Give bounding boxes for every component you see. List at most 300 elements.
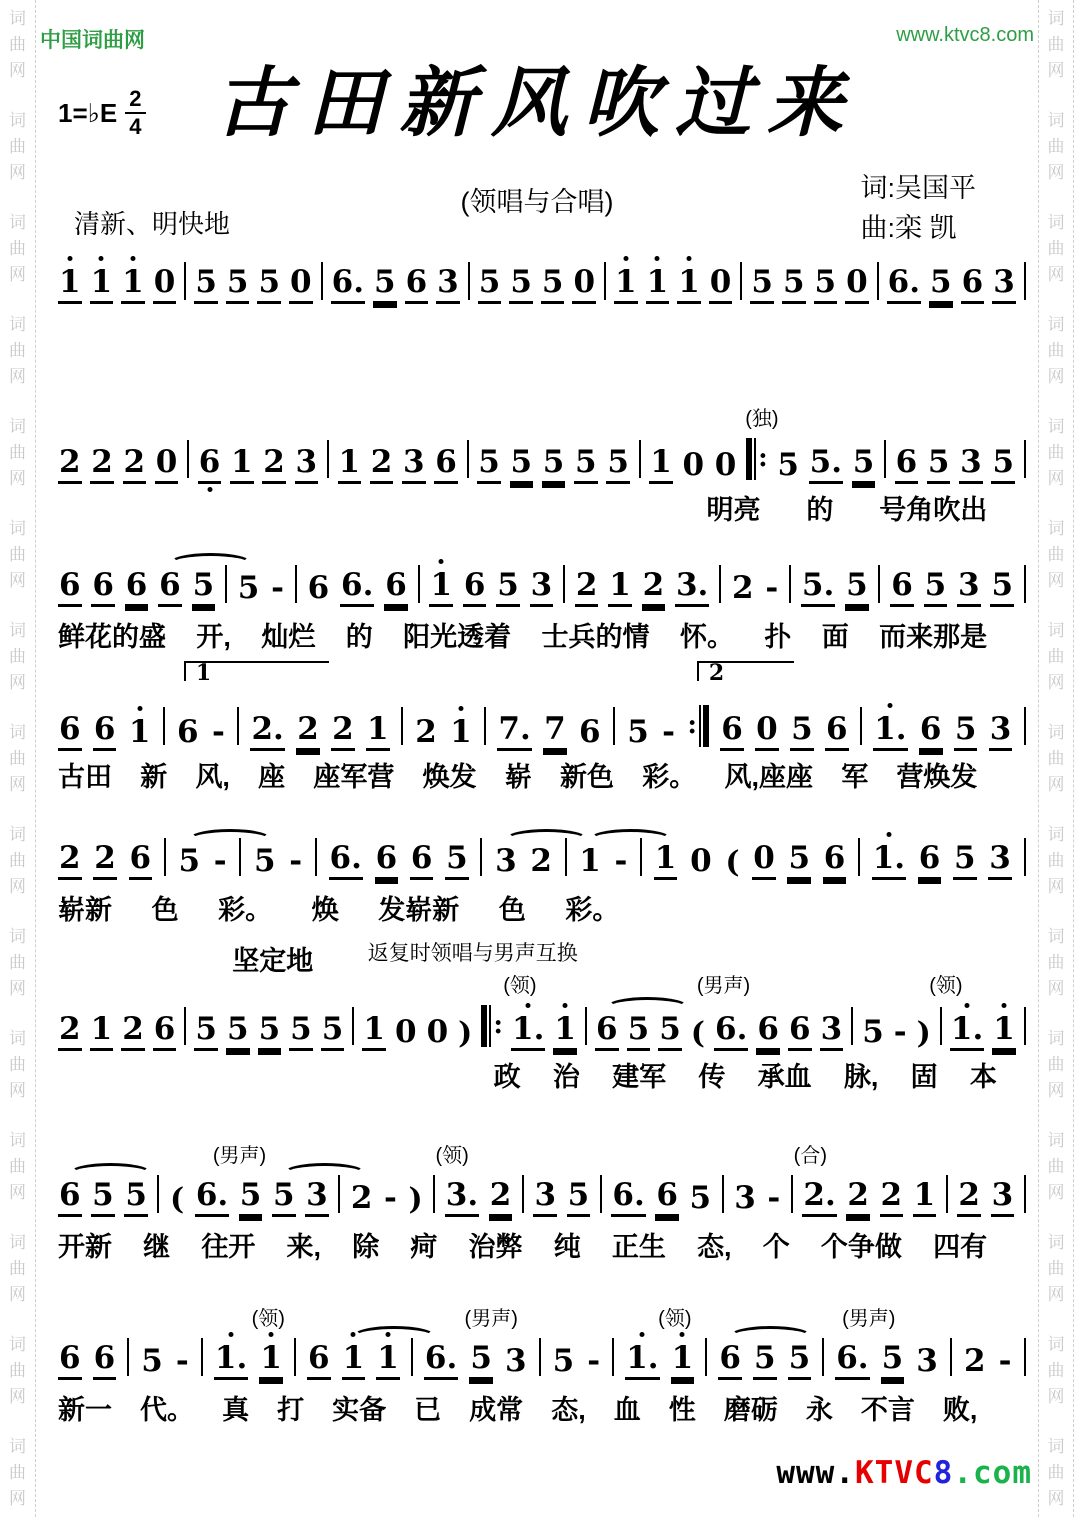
note-token: 1 — [649, 445, 673, 484]
barline — [157, 1175, 159, 1213]
note-token: 1 — [128, 714, 151, 751]
note-token: 6 — [384, 568, 408, 607]
note-token: 0 — [690, 843, 712, 880]
lyric-syllable: 败, — [942, 1395, 978, 1425]
note-token: 6 — [405, 265, 429, 304]
note-token: 2 — [93, 841, 117, 880]
lyric-syllable: 崭 — [504, 762, 532, 792]
note-token: 1 — [654, 841, 678, 880]
barline — [315, 838, 317, 876]
lyric-syllable: 真 — [222, 1395, 250, 1425]
lyric-syllable: 个 — [762, 1232, 790, 1262]
note-token: 6 — [58, 1341, 82, 1380]
note-token: 6 — [895, 445, 919, 484]
note-token: 1. — [873, 712, 907, 751]
barline — [1024, 707, 1026, 745]
barline — [418, 565, 420, 603]
lyric-syllable: 座军营 — [313, 762, 395, 792]
note-token: 5 — [954, 712, 978, 751]
lyric-syllable: 正生 — [611, 1232, 666, 1262]
barline — [484, 707, 486, 745]
note-token: 1 — [913, 1178, 937, 1217]
note-token: 6 — [198, 445, 222, 484]
note-token: 0 — [682, 447, 705, 484]
footer-watermark — [776, 1455, 1032, 1491]
watermark-text: 词 曲 网 — [9, 1029, 26, 1100]
note-token: 5 — [258, 1012, 282, 1051]
lyric-syllable: 本 — [969, 1062, 997, 1092]
note-token: 2 — [415, 714, 437, 751]
key-signature: 1=♭E — [58, 97, 118, 128]
note-token: 1 — [992, 1012, 1016, 1051]
lyric-syllable: 色 — [151, 895, 179, 925]
lyric-syllable: 治 — [552, 1062, 580, 1092]
lyrics-row — [58, 1225, 987, 1264]
tempo-marking-2: 坚定地 — [232, 946, 314, 976]
note-token: 6. — [424, 1341, 458, 1380]
note-token: 1 — [58, 265, 82, 304]
barline — [184, 1007, 186, 1045]
note-token: 5 — [124, 1178, 148, 1217]
note-token: 2 — [963, 1343, 986, 1380]
lyric-syllable: 焕发 — [422, 762, 477, 792]
lyric-syllable: 新一 — [58, 1395, 112, 1425]
lyric-syllable: 的 — [345, 622, 373, 652]
barline — [860, 707, 862, 745]
barline — [163, 707, 165, 745]
note-token: 6 — [129, 841, 153, 880]
note-token: 1 — [121, 265, 145, 304]
note-token: 1 — [646, 265, 670, 304]
note-token: 0 — [709, 265, 733, 304]
note-token: 6 — [58, 1178, 82, 1217]
note-token: 5 — [852, 445, 876, 484]
barline — [585, 1007, 587, 1045]
watermark-text: 词 曲 网 — [1047, 1233, 1065, 1304]
lyric-syllable: 明亮 — [706, 495, 761, 525]
note-token: 3. — [675, 568, 709, 607]
voice-label: (男声) — [212, 1145, 267, 1167]
note-token: 5 — [194, 265, 218, 304]
note-token: 2 — [90, 445, 114, 484]
note-token: 6 — [125, 568, 149, 607]
note-token: 6 — [58, 568, 82, 607]
barline — [639, 440, 641, 478]
note-token: 5 — [927, 445, 951, 484]
watermark-text: 词 曲 网 — [1047, 621, 1065, 692]
lyric-syllable: 彩。 — [565, 895, 620, 925]
notes-row — [58, 705, 1026, 751]
note-token: 1. — [872, 841, 906, 880]
dash-token: - — [765, 570, 779, 607]
lyric-syllable: 永 — [805, 1395, 833, 1425]
lyric-syllable: 色 — [498, 895, 526, 925]
note-token: 1 — [366, 712, 390, 751]
note-token: 7. — [497, 712, 531, 751]
note-token: 3 — [988, 841, 1012, 880]
barline — [740, 262, 742, 300]
barline — [184, 262, 186, 300]
note-token: 5 — [753, 1341, 777, 1380]
note-token: 1 — [608, 568, 632, 607]
note-token: 6 — [825, 712, 849, 751]
note-token: 3. — [445, 1178, 479, 1217]
note-token: 5 — [552, 1343, 575, 1380]
barline — [822, 1338, 824, 1376]
lyric-syllable: 新 — [140, 762, 168, 792]
lyric-syllable: 打 — [277, 1395, 305, 1425]
barline — [294, 1338, 296, 1376]
note-token: 5 — [496, 568, 520, 607]
note-token: 5 — [237, 570, 260, 607]
watermark-text: 词 曲 网 — [9, 1233, 26, 1304]
note-token: 2 — [880, 1178, 904, 1217]
note-token: 1 — [376, 1341, 400, 1380]
performance-direction: 返复时领唱与男声互换 — [367, 942, 578, 965]
repeat-dots: : — [493, 1010, 503, 1041]
time-signature-denominator: 4 — [129, 114, 142, 139]
watermark-text: 词 曲 网 — [9, 213, 26, 284]
lyric-syllable: 鲜花的盛 — [58, 622, 166, 652]
lyric-syllable: 彩。 — [218, 895, 273, 925]
note-token: 5 — [239, 1178, 263, 1217]
barline — [613, 707, 615, 745]
note-token: 6 — [93, 1341, 117, 1380]
time-signature-numerator: 2 — [125, 88, 145, 114]
voice-label: (领) — [251, 1308, 285, 1330]
note-token: 2 — [575, 568, 599, 607]
note-token: 3 — [305, 1178, 329, 1217]
note-token: 2 — [530, 843, 552, 880]
lyrics-row — [58, 888, 619, 927]
watermark-text: 词 曲 网 — [1047, 111, 1065, 182]
note-token: 2. — [250, 712, 284, 751]
note-token: 5 — [542, 445, 566, 484]
lyric-syllable: 新色 — [560, 762, 615, 792]
score-line-2 — [58, 408, 1026, 525]
notes-row — [58, 1175, 1026, 1217]
note-token: 2 — [731, 570, 754, 607]
lyric-syllable: 阳光透着 — [403, 622, 512, 652]
lyric-syllable: 焕 — [311, 895, 339, 925]
note-token: 5. — [801, 568, 835, 607]
lyricist-credit: 词:吴国平 — [860, 173, 976, 203]
barline — [352, 1007, 354, 1045]
note-token: 0 — [572, 265, 596, 304]
lyric-syllable: 的 — [806, 495, 834, 525]
parenthesis: ( — [725, 844, 740, 880]
note-token: 2 — [58, 445, 82, 484]
barline — [789, 565, 791, 603]
note-token: 1 — [579, 843, 601, 880]
barline — [468, 262, 470, 300]
lyric-syllable: 脉, — [843, 1062, 879, 1092]
voice-label: (领) — [435, 1145, 469, 1167]
note-token: 5 — [257, 265, 281, 304]
note-token: 6 — [961, 265, 985, 304]
note-token: 5 — [929, 265, 953, 304]
watermark-text: 词 曲 网 — [9, 9, 26, 80]
side-watermark-left — [0, 0, 36, 1517]
parenthesis: ) — [458, 1015, 473, 1051]
watermark-text: 词 曲 网 — [9, 519, 26, 590]
note-token: 2. — [802, 1178, 836, 1217]
note-token: 7 — [543, 712, 567, 751]
note-token: 2 — [121, 1012, 145, 1051]
dash-token: - — [662, 714, 675, 751]
lyric-syllable: 灿烂 — [261, 622, 316, 652]
note-token: 6 — [788, 1012, 812, 1051]
note-token: 5 — [477, 445, 501, 484]
note-token: 5 — [777, 447, 799, 484]
lyrics-row — [707, 488, 988, 527]
watermark-text: 词 曲 网 — [1047, 825, 1065, 896]
note-token: 0 — [426, 1014, 449, 1051]
site-url-link[interactable]: www.ktvc8.com — [896, 24, 1034, 46]
dash-token: - — [211, 714, 225, 751]
note-token: 3 — [295, 445, 319, 484]
watermark-text: 词 曲 网 — [1047, 723, 1065, 794]
parenthesis: ) — [916, 1015, 931, 1051]
note-token: 1 — [362, 1012, 386, 1051]
barline — [604, 262, 606, 300]
lyric-syllable: 开新 — [58, 1232, 112, 1262]
note-token: 2 — [331, 712, 355, 751]
watermark-text: 词 曲 网 — [1047, 213, 1065, 284]
footer-watermark-www: www. — [776, 1455, 856, 1491]
watermark-text: 词 曲 网 — [1047, 417, 1065, 488]
note-token: 3 — [916, 1343, 938, 1380]
note-token: 6. — [835, 1341, 869, 1380]
volta-bracket-2: 2 — [697, 661, 794, 681]
song-title: 古田新风吹过来 — [215, 58, 859, 147]
repeat-begin-sign — [481, 1005, 503, 1047]
note-token: 6. — [714, 1012, 748, 1051]
lyric-syllable: 性 — [668, 1395, 696, 1425]
note-token: 2 — [350, 1180, 373, 1217]
dash-token: - — [998, 1343, 1012, 1380]
side-watermark-right — [1038, 0, 1074, 1517]
lyric-syllable: 四有 — [933, 1232, 988, 1262]
lyric-syllable: 扑 — [764, 622, 792, 652]
note-token: 6 — [463, 568, 487, 607]
barline — [1024, 262, 1026, 300]
barline — [237, 707, 239, 745]
note-token: 5 — [226, 1012, 250, 1051]
note-token: 6 — [93, 712, 117, 751]
notes-row — [58, 1005, 1026, 1051]
note-token: 1 — [429, 568, 453, 607]
watermark-text: 词 曲 网 — [9, 1437, 26, 1508]
watermark-text: 词 曲 网 — [1047, 1029, 1065, 1100]
voice-label: (领) — [658, 1308, 692, 1330]
note-token: 6 — [434, 445, 458, 484]
note-token: 5 — [373, 265, 397, 304]
note-token: 6. — [331, 265, 365, 304]
dash-token: - — [289, 843, 303, 880]
lyric-syllable: 崭新 — [58, 895, 112, 925]
tempo-marking: 清新、明快地 — [74, 209, 231, 239]
lyric-syllable: 古田 — [58, 762, 112, 792]
site-name-link[interactable]: 中国词曲网 — [40, 29, 145, 52]
note-token: 3 — [734, 1180, 756, 1217]
note-token: 0 — [394, 1014, 417, 1051]
score-line-8 — [58, 1308, 1026, 1425]
lyric-syllable: 承血 — [757, 1062, 812, 1092]
lyric-syllable: 态, — [697, 1232, 732, 1262]
note-token: 3 — [957, 568, 981, 607]
note-token: 5 — [510, 445, 534, 484]
voice-label: (领) — [503, 975, 537, 997]
dash-token: - — [271, 570, 285, 607]
note-token: 5 — [990, 568, 1014, 607]
watermark-text: 词 曲 网 — [1047, 315, 1065, 386]
note-token: 1 — [671, 1341, 695, 1380]
lyric-syllable: 已 — [414, 1395, 442, 1425]
note-token: 6 — [158, 568, 182, 607]
note-token: 0 — [155, 445, 179, 484]
note-token: 2 — [642, 568, 666, 607]
score-page — [40, 0, 1034, 1517]
watermark-text: 词 曲 网 — [1047, 1131, 1065, 1202]
dash-token: - — [614, 843, 628, 880]
barline — [877, 262, 879, 300]
barline — [851, 1007, 853, 1045]
note-token: 0 — [153, 265, 177, 304]
repeat-dots: : — [687, 710, 697, 741]
barline — [127, 1338, 129, 1376]
watermark-text: 词 曲 网 — [9, 111, 26, 182]
lyric-syllable: 政 — [493, 1062, 521, 1092]
score-line-6 — [58, 942, 1026, 1092]
note-token: 1 — [677, 265, 701, 304]
note-token: 2 — [123, 445, 147, 484]
composer-credit: 曲:栾 凯 — [860, 213, 957, 243]
voice-label: (男声) — [696, 975, 751, 997]
score-line-4 — [58, 660, 1026, 792]
note-token: 6. — [611, 1178, 645, 1217]
barline — [1024, 565, 1026, 603]
barline — [878, 565, 880, 603]
lyric-syllable: 而来那是 — [879, 622, 988, 652]
barline — [1024, 838, 1026, 876]
note-token: 6 — [919, 712, 943, 751]
note-token: 5 — [787, 841, 811, 880]
barline — [539, 1338, 541, 1376]
note-token: 3 — [504, 1343, 527, 1380]
note-token: 1. — [511, 1012, 545, 1051]
lyrics-row — [494, 1055, 997, 1094]
note-token: 6 — [177, 714, 199, 751]
lyric-syllable: 固 — [910, 1062, 938, 1092]
barline — [791, 1175, 793, 1213]
note-token: 5 — [790, 712, 814, 751]
voice-label: (领) — [929, 975, 963, 997]
note-token: 5 — [953, 841, 977, 880]
note-token: 6 — [58, 712, 82, 751]
lyric-syllable: 治弊 — [468, 1232, 523, 1262]
note-token: 1 — [259, 1341, 283, 1380]
note-token: 5 — [178, 843, 201, 880]
barline — [522, 1175, 524, 1213]
lyric-syllable: 纯 — [553, 1232, 581, 1262]
note-token: 1 — [553, 1012, 577, 1051]
watermark-text: 词 曲 网 — [9, 825, 26, 896]
watermark-text: 词 曲 网 — [1047, 1437, 1065, 1508]
note-token: 6 — [153, 1012, 177, 1051]
barline — [327, 440, 329, 478]
lyric-syllable: 继 — [143, 1232, 171, 1262]
lyric-syllable: 风, — [195, 762, 230, 792]
barline — [946, 1175, 948, 1213]
note-token: 5 — [478, 265, 502, 304]
note-token: 6 — [307, 570, 330, 607]
note-token: 3 — [436, 265, 460, 304]
note-token: 6 — [307, 1341, 331, 1380]
note-token: 1 — [338, 445, 362, 484]
watermark-text: 词 曲 网 — [1047, 1335, 1065, 1406]
note-token: 1. — [214, 1341, 248, 1380]
note-token: 5. — [809, 445, 843, 484]
lyric-syllable: 传 — [698, 1062, 726, 1092]
note-token: 6. — [340, 568, 374, 607]
note-token: 5 — [782, 265, 806, 304]
lyric-syllable: 态, — [551, 1395, 586, 1425]
note-token: 6 — [655, 1178, 679, 1217]
dash-token: - — [213, 843, 227, 880]
barline — [600, 1175, 602, 1213]
note-token: 0 — [755, 712, 779, 751]
note-token: 2 — [846, 1178, 870, 1217]
barline — [719, 565, 721, 603]
note-token: 3 — [989, 712, 1013, 751]
note-token: 5 — [289, 1012, 313, 1051]
lyric-syllable: 座 — [258, 762, 286, 792]
note-token: 5 — [814, 265, 838, 304]
performance-type-subtitle: (领唱与合唱) — [460, 187, 614, 217]
watermark-text: 词 曲 网 — [9, 1335, 26, 1406]
lyric-syllable: 血 — [613, 1395, 641, 1425]
note-token: 6 — [718, 1341, 742, 1380]
note-token: 6 — [720, 712, 744, 751]
note-token: 3 — [959, 445, 983, 484]
footer-watermark-ktvc: KTVC — [855, 1455, 934, 1491]
note-token: 3 — [992, 265, 1016, 304]
lyric-syllable: 代。 — [140, 1395, 195, 1425]
barline — [1024, 1007, 1026, 1045]
note-token: 0 — [845, 265, 869, 304]
note-token: 3 — [495, 843, 517, 880]
barline — [433, 1175, 435, 1213]
lyric-syllable: 来, — [286, 1232, 322, 1262]
note-token: 3 — [402, 445, 426, 484]
lyric-syllable: 士兵的情 — [541, 622, 650, 652]
watermark-text: 词 曲 网 — [9, 1131, 26, 1202]
note-token: 5 — [991, 445, 1015, 484]
watermark-text: 词 曲 网 — [1047, 9, 1065, 80]
note-token: 1 — [90, 265, 114, 304]
dash-token: - — [175, 1343, 189, 1380]
note-token: 5 — [689, 1180, 712, 1217]
repeat-begin-sign — [746, 438, 768, 480]
notes-row — [58, 438, 1026, 484]
barline — [884, 440, 886, 478]
note-token: 5 — [881, 1341, 905, 1380]
dash-token: - — [587, 1343, 601, 1380]
note-token: 6 — [91, 568, 115, 607]
note-token: 3 — [991, 1178, 1015, 1217]
lyric-syllable: 怀。 — [679, 622, 734, 652]
